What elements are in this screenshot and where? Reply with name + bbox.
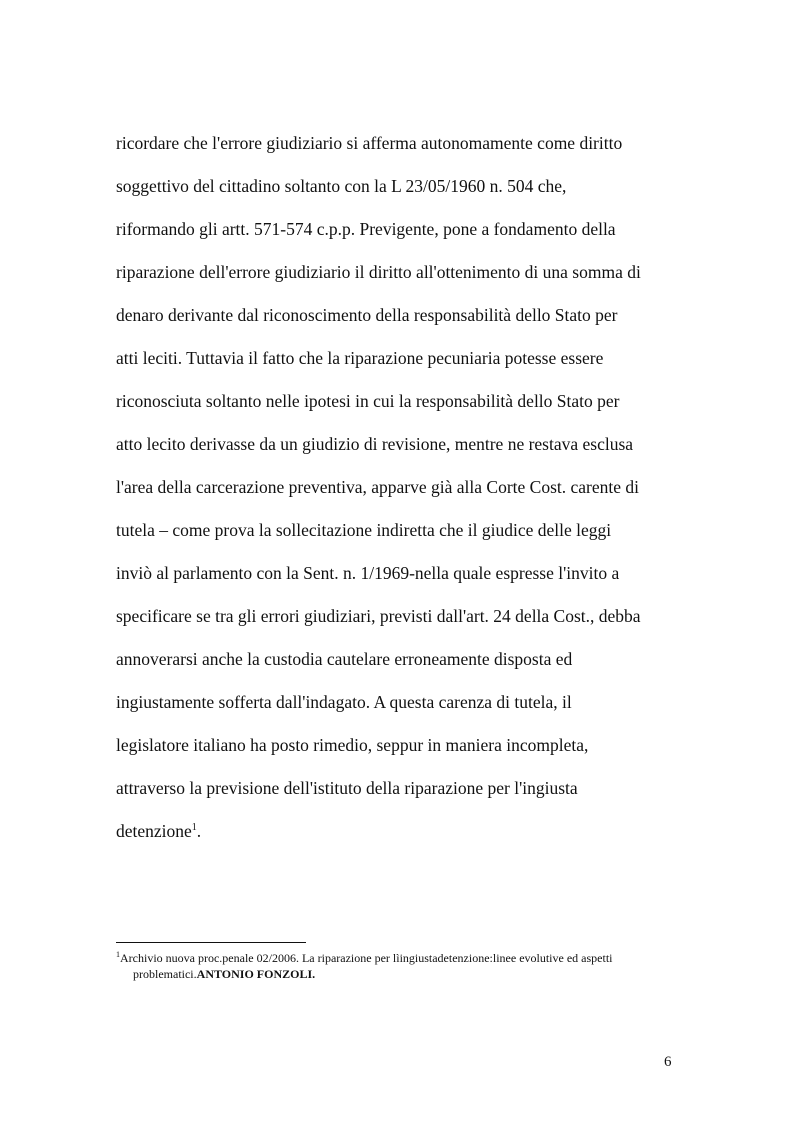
last-line-text: detenzione <box>116 821 192 841</box>
text-line: atto lecito derivasse da un giudizio di revisione, mentre ne restava esclusa <box>116 434 634 454</box>
footnote-author: ANTONIO FONZOLI. <box>196 967 316 981</box>
text-line: specificare se tra gli errori giudiziari, previsti dall'art. 24 della Cost., debba <box>116 606 641 626</box>
text-line: riconosciuta soltanto nelle ipotesi in cui la responsabilità dello Stato per <box>116 391 620 411</box>
text-line: legislatore italiano ha posto rimedio, seppur in maniera incompleta, <box>116 735 589 755</box>
footnote-line-2 <box>116 966 686 982</box>
text-line: attraverso la previsione dell'istituto della riparazione per l'ingiusta <box>116 778 578 798</box>
footnote-marker: 1 <box>116 950 120 959</box>
text-line: denaro derivante dal riconoscimento della responsabilità dello Stato per <box>116 305 618 325</box>
text-line: soggettivo del cittadino soltanto con la L 23/05/1960 n. 504 che, <box>116 176 567 196</box>
text-line: tutela – come prova la sollecitazione indiretta che il giudice delle leggi <box>116 520 612 540</box>
text-line: annoverarsi anche la custodia cautelare erroneamente disposta ed <box>116 649 573 669</box>
text-line: riformando gli artt. 571-574 c.p.p. Previgente, pone a fondamento della <box>116 219 616 239</box>
text-line: l'area della carcerazione preventiva, apparve già alla Corte Cost. carente di <box>116 477 640 497</box>
text-line: ricordare che l'errore giudiziario si afferma autonomamente come diritto <box>116 133 623 153</box>
footnote <box>116 950 686 982</box>
text-line: atti leciti. Tuttavia il fatto che la riparazione pecuniaria potesse essere <box>116 348 604 368</box>
footnote-reference[interactable]: 1 <box>191 822 197 834</box>
body-paragraph <box>116 125 686 856</box>
text-line: ingiustamente sofferta dall'indagato. A questa carenza di tutela, il <box>116 692 572 712</box>
footnote-line-1 <box>116 950 686 966</box>
footnote-citation: Archivio nuova proc.penale 02/2006. La riparazione per lìingiustadetenzione:linee evolutive ed aspetti <box>120 951 613 965</box>
footnote-divider <box>116 942 306 943</box>
page-number: 6 <box>664 1054 672 1070</box>
footnote-citation-cont: problematici. <box>133 967 197 981</box>
text-line-last <box>116 813 686 856</box>
text-line: inviò al parlamento con la Sent. n. 1/1969-nella quale espresse l'invito a <box>116 563 620 583</box>
text-line: riparazione dell'errore giudiziario il diritto all'ottenimento di una somma di <box>116 262 641 282</box>
last-line-end: . <box>196 821 202 841</box>
